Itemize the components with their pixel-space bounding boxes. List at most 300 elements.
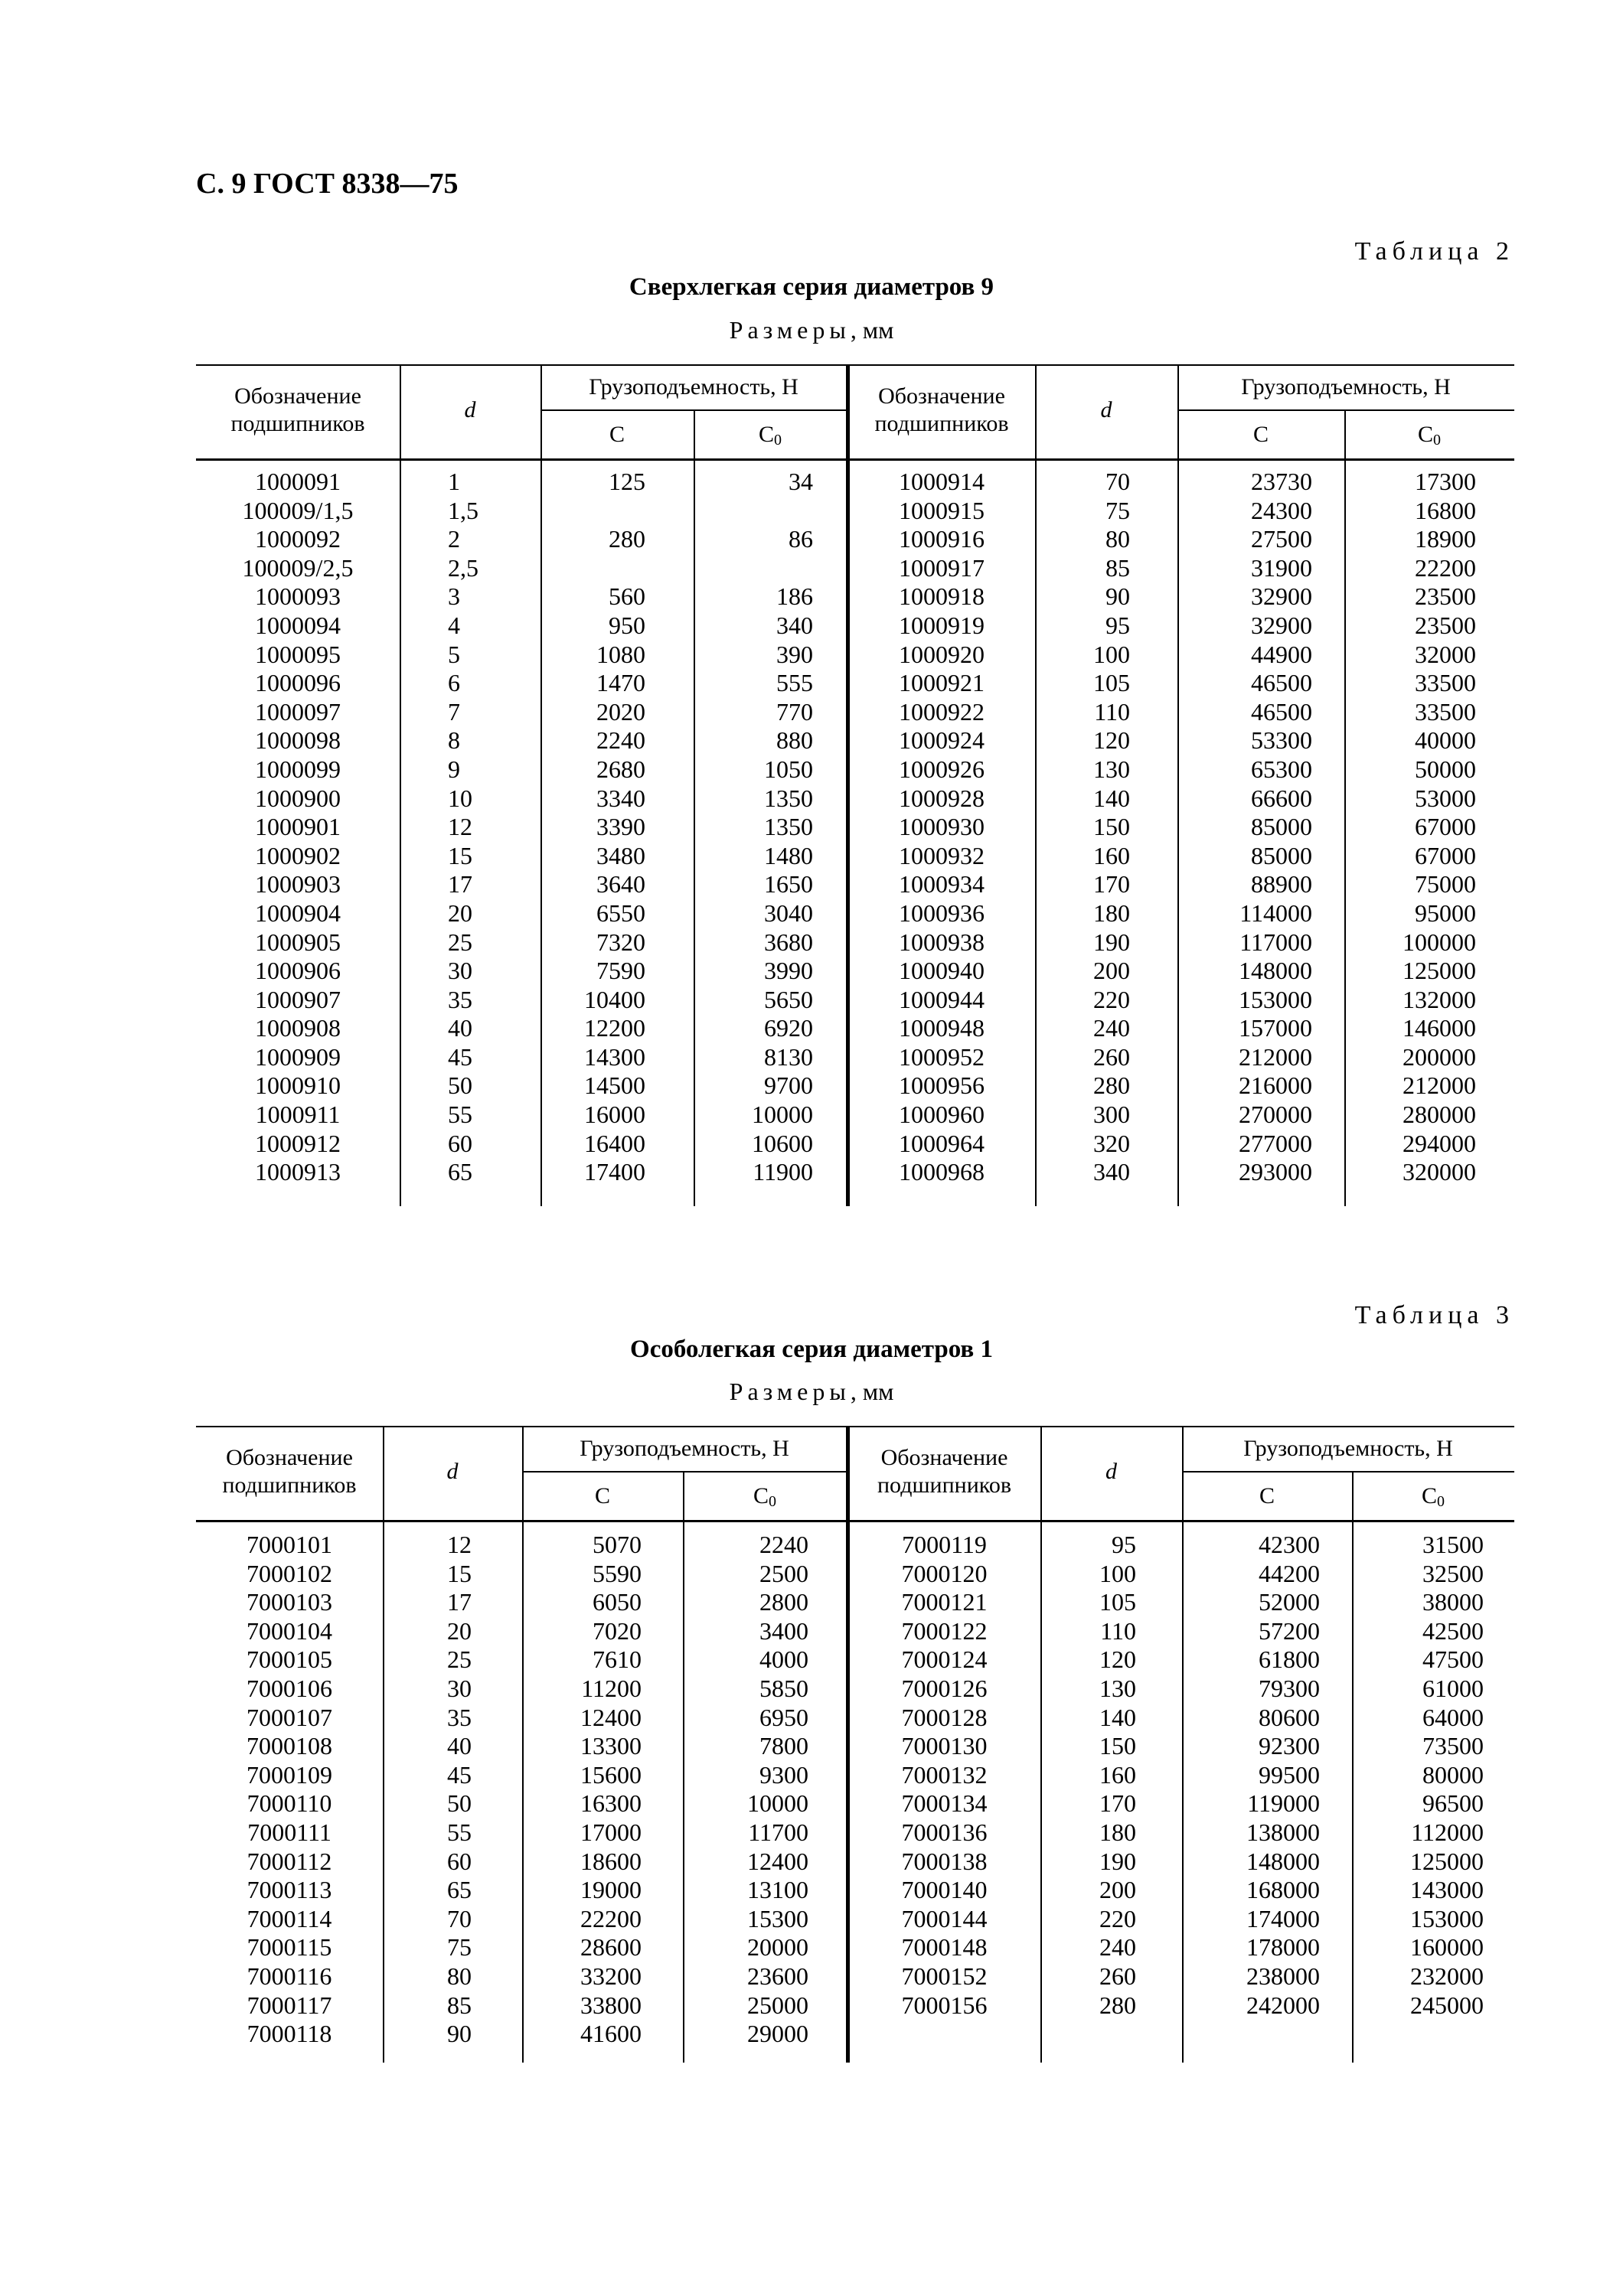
cell-d: 220 (1093, 985, 1130, 1013)
cell-c0: 880 (776, 726, 813, 755)
cell-c: 66600 (1251, 784, 1312, 812)
cell-designation: 1000907 (255, 985, 341, 1013)
cell-designation: 1000948 (899, 1014, 985, 1042)
cell-c0: 245000 (1410, 1991, 1484, 2019)
cell-c: 242000 (1246, 1991, 1320, 2019)
cell-designation: 1000099 (255, 755, 341, 783)
cell-d: 30 (447, 1674, 472, 1702)
cell-d: 20 (447, 1616, 472, 1645)
table-2-units-rest: , мм (850, 316, 894, 344)
cell-d: 90 (447, 2020, 472, 2048)
cell-d: 170 (1093, 870, 1130, 899)
cell-c (540, 496, 645, 525)
table-2-label: Таблица 2 (1354, 237, 1514, 266)
cell-c0: 9700 (764, 1071, 813, 1100)
cell-designation: 7000128 (901, 1703, 988, 1731)
cell-c: 6550 (596, 899, 645, 927)
cell-c0: 390 (776, 640, 813, 668)
cell-d: 90 (1105, 582, 1130, 611)
cell-d: 70 (1105, 468, 1130, 495)
cell-c0: 280000 (1403, 1101, 1476, 1129)
cell-designation: 7000106 (247, 1674, 332, 1702)
header-d: d (1100, 397, 1112, 422)
cell-designation: 7000108 (247, 1732, 332, 1760)
cell-d: 240 (1099, 1933, 1136, 1962)
cell-c: 7610 (593, 1645, 642, 1674)
table-2-units-word: Размеры (729, 316, 851, 344)
cell-c0: 75000 (1415, 870, 1476, 899)
cell-d: 120 (1099, 1645, 1136, 1674)
cell-designation: 7000120 (901, 1559, 988, 1587)
page-header: С. 9 ГОСТ 8338—75 (196, 168, 459, 200)
cell-c0: 3040 (764, 899, 813, 927)
cell-c: 44200 (1259, 1559, 1320, 1587)
cell-d: 50 (447, 1789, 472, 1818)
cell-d: 10 (448, 784, 472, 812)
column-designation (196, 1530, 383, 2048)
cell-c: 7020 (593, 1616, 642, 1645)
header-d: d (1105, 1459, 1117, 1484)
cell-d: 320 (1093, 1129, 1130, 1157)
cell-d: 40 (447, 1732, 472, 1760)
cell-c: 293000 (1239, 1158, 1312, 1186)
cell-c: 22200 (580, 1904, 642, 1932)
cell-designation: 1000915 (899, 496, 985, 524)
cell-designation: 1000913 (255, 1158, 341, 1186)
cell-d: 2 (448, 525, 460, 553)
cell-d: 60 (447, 1847, 472, 1875)
cell-designation: 1000096 (255, 669, 341, 697)
cell-designation: 100009/1,5 (242, 496, 354, 524)
cell-c: 119000 (1247, 1789, 1320, 1818)
table-2 (196, 364, 1514, 1206)
column-d (1035, 467, 1130, 1186)
table-top-rule (196, 1426, 1514, 1427)
header-load: Грузоподъемность, Н (1243, 1436, 1453, 1461)
cell-designation: 1000917 (899, 553, 985, 582)
cell-designation: 7000119 (902, 1531, 987, 1558)
cell-d: 260 (1099, 1962, 1136, 1990)
cell-d: 160 (1093, 841, 1130, 869)
cell-c: 19000 (580, 1876, 642, 1904)
cell-d: 280 (1093, 1071, 1130, 1100)
cell-c0: 1350 (764, 784, 813, 812)
cell-designation: 1000901 (255, 813, 341, 841)
cell-c: 2240 (596, 726, 645, 755)
cell-c: 33200 (580, 1962, 642, 1990)
cell-c: 7320 (596, 928, 645, 956)
cell-c0: 3680 (764, 928, 813, 956)
cell-d: 15 (448, 841, 472, 869)
cell-d: 35 (447, 1703, 472, 1731)
header-designation: Обозначение подшипников (874, 383, 1009, 436)
cell-c0: 86 (789, 525, 813, 553)
cell-designation: 1000956 (899, 1071, 985, 1100)
cell-c: 117000 (1239, 928, 1312, 956)
cell-c: 17400 (584, 1158, 645, 1186)
cell-c0: 33500 (1415, 697, 1476, 726)
cell-c0: 200000 (1403, 1042, 1476, 1071)
cell-c: 16400 (584, 1129, 645, 1157)
cell-designation: 7000115 (247, 1933, 332, 1962)
cell-designation: 1000924 (899, 726, 985, 755)
cell-c: 11200 (581, 1674, 642, 1702)
cell-designation: 1000911 (255, 1101, 341, 1129)
column-c (522, 1530, 642, 2048)
cell-designation: 1000900 (255, 784, 341, 812)
cell-c: 28600 (580, 1933, 642, 1962)
cell-d: 110 (1094, 697, 1130, 726)
cell-c0: 10000 (752, 1101, 813, 1129)
cell-c: 33800 (580, 1991, 642, 2019)
cell-designation: 7000104 (247, 1616, 332, 1645)
cell-d: 2,5 (448, 553, 478, 582)
cell-designation: 1000902 (255, 841, 341, 869)
cell-c: 3390 (596, 813, 645, 841)
cell-d: 3 (448, 582, 460, 611)
cell-d: 12 (448, 813, 472, 841)
cell-designation: 1000928 (899, 784, 985, 812)
table-2-units (0, 316, 1623, 344)
header-bottom-rule (196, 458, 1514, 461)
cell-designation: 1000093 (255, 582, 341, 611)
cell-designation: 7000112 (247, 1847, 332, 1875)
table-3-label: Таблица 3 (1354, 1301, 1514, 1329)
cell-c0: 64000 (1422, 1703, 1484, 1731)
cell-c0: 320000 (1403, 1158, 1476, 1186)
cell-designation: 7000132 (901, 1760, 988, 1789)
cell-c0: 34 (789, 468, 813, 495)
cell-d: 95 (1112, 1531, 1136, 1558)
header-load: Грузоподъемность, Н (589, 374, 798, 400)
cell-c0: 32000 (1415, 640, 1476, 668)
load-subheader-rule-right (1177, 409, 1514, 411)
header-c0-main: C (1417, 422, 1433, 447)
cell-c0: 1650 (764, 870, 813, 899)
cell-d: 140 (1093, 784, 1130, 812)
cell-d: 170 (1099, 1789, 1136, 1818)
cell-c0: 294000 (1403, 1129, 1476, 1157)
cell-c0: 125000 (1410, 1847, 1484, 1875)
cell-c0: 32500 (1422, 1559, 1484, 1587)
cell-c0: 7800 (759, 1732, 808, 1760)
column-c (1177, 467, 1312, 1186)
cell-designation: 7000130 (901, 1732, 988, 1760)
cell-c0: 6950 (759, 1703, 808, 1731)
cell-c: 42300 (1259, 1531, 1320, 1558)
cell-c0: 146000 (1403, 1014, 1476, 1042)
cell-designation: 7000118 (247, 2020, 332, 2048)
cell-c0: 5650 (764, 985, 813, 1013)
header-c0-main: C (753, 1483, 769, 1508)
cell-designation: 1000932 (899, 841, 985, 869)
cell-c0: 3990 (764, 957, 813, 985)
cell-c: 79300 (1259, 1674, 1320, 1702)
table-3 (196, 1426, 1514, 2063)
cell-designation: 1000918 (899, 582, 985, 611)
cell-c0: 232000 (1410, 1962, 1484, 1990)
cell-c0: 1050 (764, 755, 813, 783)
column-designation (848, 1530, 1040, 2019)
cell-d: 340 (1093, 1158, 1130, 1186)
cell-d: 1,5 (448, 496, 478, 524)
cell-designation: 1000934 (899, 870, 985, 899)
header-c0 (694, 421, 847, 454)
cell-d: 15 (447, 1559, 472, 1587)
cell-c: 216000 (1239, 1071, 1312, 1100)
cell-c0: 186 (776, 582, 813, 611)
cell-c: 14500 (584, 1071, 645, 1100)
cell-c: 238000 (1246, 1962, 1320, 1990)
header-designation: Обозначение подшипников (230, 383, 365, 436)
column-c (540, 467, 645, 1186)
cell-d: 200 (1093, 957, 1130, 985)
header-c0 (1344, 421, 1514, 454)
cell-d: 300 (1093, 1101, 1130, 1129)
cell-c0 (694, 553, 813, 582)
cell-c: 65300 (1251, 755, 1312, 783)
cell-c0: 17300 (1415, 468, 1476, 495)
cell-c: 53300 (1251, 726, 1312, 755)
cell-designation: 1000964 (899, 1129, 985, 1157)
cell-designation: 7000134 (901, 1789, 988, 1818)
cell-d: 95 (1105, 611, 1130, 639)
column-d (383, 1530, 472, 2048)
cell-d: 150 (1099, 1732, 1136, 1760)
cell-c0: 23500 (1415, 582, 1476, 611)
cell-c: 174000 (1246, 1904, 1320, 1932)
cell-c: 10400 (584, 985, 645, 1013)
header-c0-sub: 0 (769, 1493, 776, 1510)
cell-d: 140 (1099, 1703, 1136, 1731)
column-d (1040, 1530, 1136, 2019)
header-d: d (446, 1459, 459, 1484)
cell-c: 2680 (596, 755, 645, 783)
cell-designation: 7000111 (247, 1818, 331, 1846)
column-designation (196, 467, 400, 1186)
table-3-units (0, 1378, 1623, 1406)
cell-designation: 1000919 (899, 611, 985, 639)
cell-designation: 1000903 (255, 870, 341, 899)
cell-designation: 7000103 (247, 1588, 332, 1616)
cell-designation: 1000930 (899, 813, 985, 841)
cell-d: 200 (1099, 1876, 1136, 1904)
cell-designation: 7000102 (247, 1559, 332, 1587)
cell-designation: 1000904 (255, 899, 341, 927)
cell-designation: 7000140 (901, 1876, 988, 1904)
cell-c: 32900 (1251, 611, 1312, 639)
cell-c0: 100000 (1403, 928, 1476, 956)
cell-d: 130 (1099, 1674, 1136, 1702)
cell-designation: 1000940 (899, 957, 985, 985)
cell-d: 220 (1099, 1904, 1136, 1932)
cell-c: 270000 (1239, 1101, 1312, 1129)
cell-designation: 7000136 (901, 1818, 988, 1846)
cell-c: 280 (609, 525, 645, 553)
cell-d: 100 (1093, 640, 1130, 668)
cell-c0: 112000 (1411, 1818, 1484, 1846)
cell-c: 2020 (596, 697, 645, 726)
cell-c: 5070 (593, 1531, 642, 1558)
cell-designation: 7000116 (247, 1962, 332, 1990)
cell-c0: 73500 (1422, 1732, 1484, 1760)
cell-c: 1470 (596, 669, 645, 697)
cell-c: 12400 (580, 1703, 642, 1731)
cell-c0: 2240 (759, 1531, 808, 1558)
cell-c0: 13100 (747, 1876, 808, 1904)
header-c0 (683, 1482, 847, 1515)
cell-d: 50 (448, 1071, 472, 1100)
cell-d: 35 (448, 985, 472, 1013)
cell-designation: 1000909 (255, 1042, 341, 1071)
cell-c0: 33500 (1415, 669, 1476, 697)
header-c0-main: C (1421, 1483, 1437, 1508)
cell-d: 17 (448, 870, 472, 899)
header-c: C (1252, 422, 1269, 447)
cell-designation: 1000926 (899, 755, 985, 783)
cell-c0: 38000 (1422, 1588, 1484, 1616)
cell-designation: 1000906 (255, 957, 341, 985)
cell-c0: 5850 (759, 1674, 808, 1702)
cell-designation: 7000122 (901, 1616, 988, 1645)
cell-designation: 1000916 (899, 525, 985, 553)
cell-designation: 1000094 (255, 611, 341, 639)
cell-c0: 2500 (759, 1559, 808, 1587)
cell-c0: 25000 (747, 1991, 808, 2019)
header-d: d (464, 397, 476, 422)
cell-c0: 340 (776, 611, 813, 639)
header-c: C (609, 422, 625, 447)
cell-d: 25 (448, 928, 472, 956)
cell-c0: 153000 (1410, 1904, 1484, 1932)
cell-c0: 2800 (759, 1588, 808, 1616)
cell-designation: 1000905 (255, 928, 341, 956)
cell-designation: 1000097 (255, 697, 341, 726)
cell-designation: 1000952 (899, 1042, 985, 1071)
column-c0 (683, 1530, 808, 2048)
cell-designation: 1000920 (899, 640, 985, 668)
header-designation: Обозначение подшипников (222, 1445, 357, 1498)
cell-d: 150 (1093, 813, 1130, 841)
cell-c0 (694, 496, 813, 525)
cell-designation: 7000105 (247, 1645, 332, 1674)
header-c: C (594, 1483, 610, 1508)
cell-designation: 7000107 (247, 1703, 332, 1731)
cell-c0: 31500 (1422, 1531, 1484, 1558)
cell-c: 32900 (1251, 582, 1312, 611)
cell-c0: 143000 (1410, 1876, 1484, 1904)
header-c0-main: C (758, 422, 774, 447)
cell-c0: 47500 (1422, 1645, 1484, 1674)
cell-c: 57200 (1259, 1616, 1320, 1645)
cell-c: 1080 (596, 640, 645, 668)
cell-c: 16300 (580, 1789, 642, 1818)
cell-c0: 770 (776, 697, 813, 726)
column-c0 (1344, 467, 1476, 1186)
cell-designation: 1000095 (255, 640, 341, 668)
cell-c (540, 553, 645, 582)
cell-d: 105 (1093, 669, 1130, 697)
cell-c: 3480 (596, 841, 645, 869)
cell-c0: 80000 (1422, 1760, 1484, 1789)
cell-designation: 1000091 (255, 468, 341, 495)
cell-d: 60 (448, 1129, 472, 1157)
cell-c: 31900 (1251, 553, 1312, 582)
cell-c: 44900 (1251, 640, 1312, 668)
cell-designation: 7000117 (247, 1991, 332, 2019)
cell-c: 7590 (596, 957, 645, 985)
cell-c: 85000 (1251, 813, 1312, 841)
header-c0-sub: 0 (774, 432, 782, 448)
cell-c: 277000 (1239, 1129, 1312, 1157)
cell-d: 105 (1099, 1588, 1136, 1616)
cell-c: 125 (609, 468, 645, 495)
cell-c: 99500 (1259, 1760, 1320, 1789)
load-subheader-rule-right (1182, 1471, 1514, 1473)
cell-c: 80600 (1259, 1703, 1320, 1731)
cell-c: 560 (609, 582, 645, 611)
cell-d: 45 (447, 1760, 472, 1789)
cell-c: 6050 (593, 1588, 642, 1616)
column-c0 (694, 467, 813, 1186)
cell-c0: 20000 (747, 1933, 808, 1962)
cell-d: 240 (1093, 1014, 1130, 1042)
cell-d: 120 (1093, 726, 1130, 755)
cell-c: 46500 (1251, 669, 1312, 697)
cell-c0: 10000 (747, 1789, 808, 1818)
cell-c: 138000 (1246, 1818, 1320, 1846)
cell-c0: 16800 (1415, 496, 1476, 524)
cell-c0: 61000 (1422, 1674, 1484, 1702)
cell-c0: 555 (776, 669, 813, 697)
cell-c0: 160000 (1410, 1933, 1484, 1962)
cell-designation: 7000148 (901, 1933, 988, 1962)
cell-c: 148000 (1239, 957, 1312, 985)
cell-designation: 7000138 (901, 1847, 988, 1875)
cell-c0: 4000 (759, 1645, 808, 1674)
header-load: Грузоподъемность, Н (580, 1436, 789, 1461)
cell-d: 55 (448, 1101, 472, 1129)
cell-c: 3340 (596, 784, 645, 812)
cell-designation: 7000121 (901, 1588, 988, 1616)
cell-c0: 95000 (1415, 899, 1476, 927)
cell-d: 9 (448, 755, 460, 783)
cell-c0: 3400 (759, 1616, 808, 1645)
cell-d: 4 (448, 611, 460, 639)
cell-c: 950 (609, 611, 645, 639)
cell-c: 153000 (1239, 985, 1312, 1013)
header-c: C (1259, 1483, 1275, 1508)
cell-c0: 67000 (1415, 841, 1476, 869)
cell-c: 17000 (580, 1818, 642, 1846)
cell-c0: 9300 (759, 1760, 808, 1789)
cell-designation: 7000109 (247, 1760, 332, 1789)
cell-c: 13300 (580, 1732, 642, 1760)
cell-designation: 1000910 (255, 1071, 341, 1100)
cell-c: 157000 (1239, 1014, 1312, 1042)
cell-d: 180 (1093, 899, 1130, 927)
cell-designation: 1000938 (899, 928, 985, 956)
cell-d: 80 (1105, 525, 1130, 553)
cell-c0: 22200 (1415, 553, 1476, 582)
cell-c: 24300 (1251, 496, 1312, 524)
cell-d: 70 (447, 1904, 472, 1932)
cell-c: 92300 (1259, 1732, 1320, 1760)
cell-c0: 23600 (747, 1962, 808, 1990)
cell-c0: 10600 (752, 1129, 813, 1157)
cell-c0: 132000 (1403, 985, 1476, 1013)
table-3-units-word: Размеры (729, 1378, 851, 1405)
